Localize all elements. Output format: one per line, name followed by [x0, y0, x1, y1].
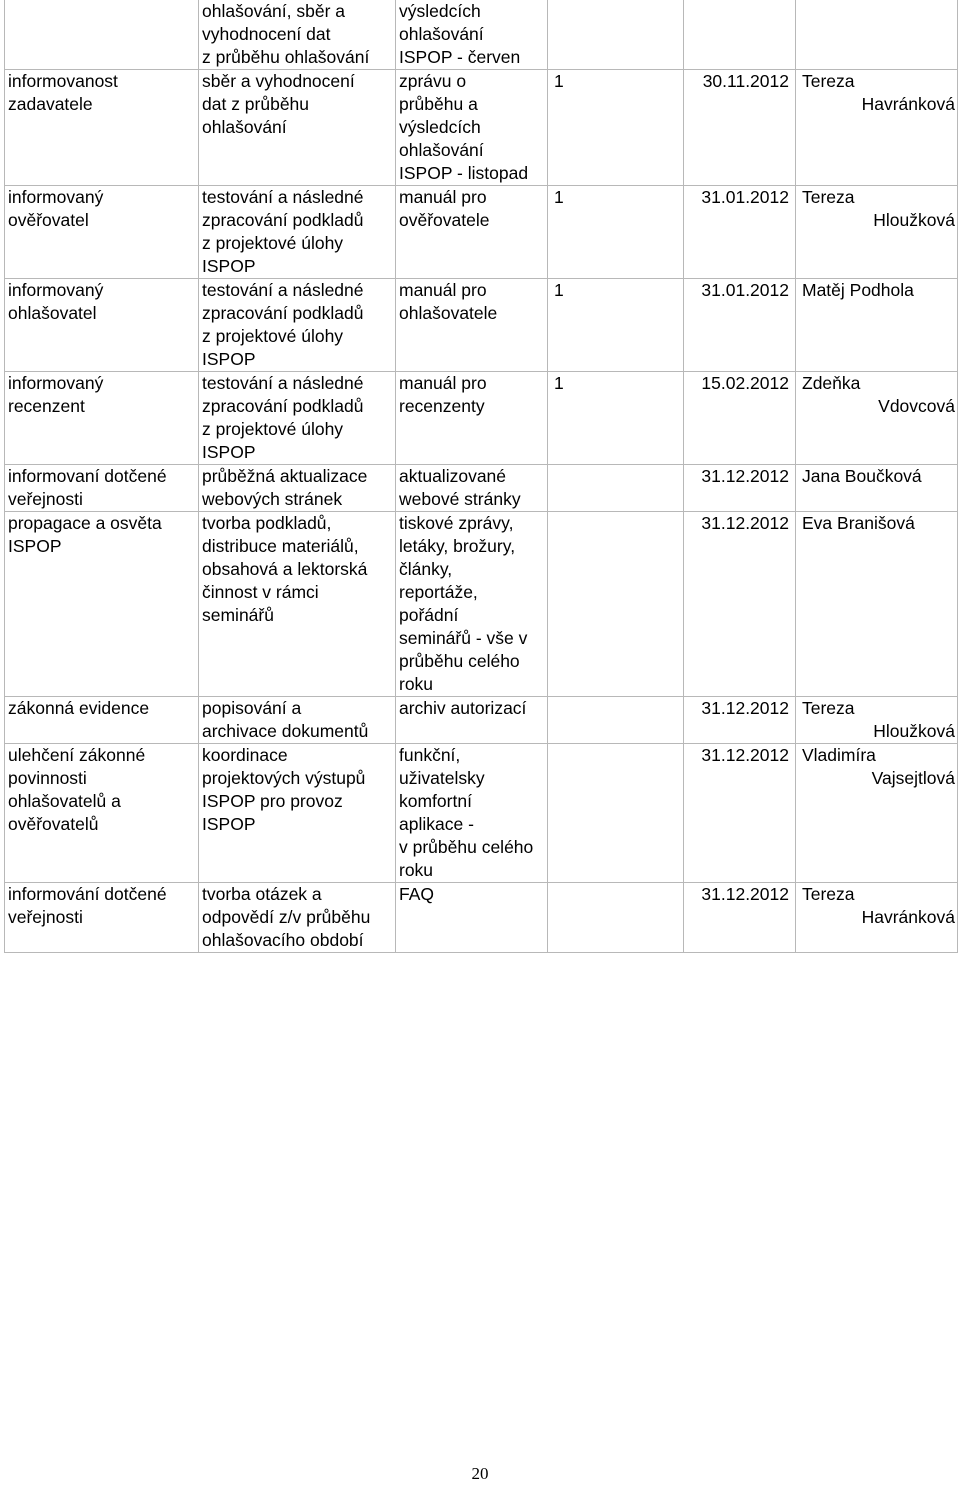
- activity-cell: sběr a vyhodnocení dat z průběhu ohlašování: [199, 70, 396, 186]
- activity-cell: testování a následné zpracování podkladů z projektové úlohy ISPOP: [199, 186, 396, 279]
- person-line: Tereza: [802, 884, 855, 904]
- goal-cell: informovaní dotčené veřejnosti: [5, 465, 199, 512]
- output-cell: zprávu o průběhu a výsledcích ohlašování ISPOP - listopad: [396, 70, 548, 186]
- count-cell: [548, 465, 684, 512]
- date-cell: 31.01.2012: [684, 279, 796, 372]
- date-cell: 31.12.2012: [684, 744, 796, 883]
- person-cell: [796, 883, 958, 953]
- person-line: Vladimíra: [802, 745, 876, 765]
- person-line: Havránková: [861, 94, 955, 114]
- person-line: Havránková: [861, 907, 955, 927]
- date-cell: 31.12.2012: [684, 465, 796, 512]
- goal-cell: informovaný ověřovatel: [5, 186, 199, 279]
- person-cell: [796, 0, 958, 70]
- count-cell: [548, 883, 684, 953]
- output-cell: FAQ: [396, 883, 548, 953]
- output-cell: manuál pro ověřovatele: [396, 186, 548, 279]
- table-row: [5, 697, 958, 744]
- table-row: [5, 883, 958, 953]
- goal-cell: informovaný ohlašovatel: [5, 279, 199, 372]
- count-cell: [548, 512, 684, 697]
- date-cell: 31.12.2012: [684, 883, 796, 953]
- table-row: [5, 70, 958, 186]
- count-cell: 1: [548, 279, 684, 372]
- activity-table: [4, 0, 958, 953]
- table-row: [5, 744, 958, 883]
- goal-cell: informovanost zadavatele: [5, 70, 199, 186]
- date-cell: 31.12.2012: [684, 697, 796, 744]
- goal-cell: informování dotčené veřejnosti: [5, 883, 199, 953]
- person-cell: Eva Branišová: [796, 512, 958, 697]
- goal-cell: informovaný recenzent: [5, 372, 199, 465]
- activity-cell: testování a následné zpracování podkladů z projektové úlohy ISPOP: [199, 372, 396, 465]
- activity-cell: koordinace projektových výstupů ISPOP pro provoz ISPOP: [199, 744, 396, 883]
- output-cell: manuál pro ohlašovatele: [396, 279, 548, 372]
- table-row: [5, 0, 958, 70]
- count-cell: [548, 744, 684, 883]
- person-line: Vajsejtlová: [871, 768, 955, 788]
- person-cell: [796, 372, 958, 465]
- count-cell: 1: [548, 186, 684, 279]
- person-cell: Matěj Podhola: [796, 279, 958, 372]
- date-cell: 31.01.2012: [684, 186, 796, 279]
- count-cell: [548, 697, 684, 744]
- table-row: [5, 372, 958, 465]
- goal-cell: zákonná evidence: [5, 697, 199, 744]
- date-cell: 30.11.2012: [684, 70, 796, 186]
- table-row: [5, 512, 958, 697]
- person-line: Tereza: [802, 187, 855, 207]
- output-cell: výsledcích ohlašování ISPOP - červen: [396, 0, 548, 70]
- table-row: [5, 279, 958, 372]
- person-cell: Jana Boučková: [796, 465, 958, 512]
- person-line: Tereza: [802, 71, 855, 91]
- table-row: [5, 186, 958, 279]
- activity-cell: tvorba otázek a odpovědí z/v průběhu ohlašovacího období: [199, 883, 396, 953]
- count-cell: 1: [548, 372, 684, 465]
- output-cell: tiskové zprávy, letáky, brožury, články, reportáže, pořádní seminářů - vše v průběhu celého roku: [396, 512, 548, 697]
- person-line: Tereza: [802, 698, 855, 718]
- person-line: Vdovcová: [878, 396, 955, 416]
- person-line: Hloužková: [873, 721, 955, 741]
- goal-cell: [5, 0, 199, 70]
- goal-cell: ulehčení zákonné povinnosti ohlašovatelů a ověřovatelů: [5, 744, 199, 883]
- output-cell: aktualizované webové stránky: [396, 465, 548, 512]
- goal-cell: propagace a osvěta ISPOP: [5, 512, 199, 697]
- output-cell: funkční, uživatelsky komfortní aplikace - v průběhu celého roku: [396, 744, 548, 883]
- person-line: Hloužková: [873, 210, 955, 230]
- output-cell: archiv autorizací: [396, 697, 548, 744]
- table-body: [5, 0, 958, 953]
- date-cell: 15.02.2012: [684, 372, 796, 465]
- activity-cell: ohlašování, sběr a vyhodnocení dat z průběhu ohlašování: [199, 0, 396, 70]
- person-line: Zdeňka: [802, 373, 861, 393]
- activity-cell: testování a následné zpracování podkladů z projektové úlohy ISPOP: [199, 279, 396, 372]
- table-row: [5, 465, 958, 512]
- date-cell: [684, 0, 796, 70]
- person-cell: [796, 744, 958, 883]
- activity-cell: popisování a archivace dokumentů: [199, 697, 396, 744]
- activity-cell: průběžná aktualizace webových stránek: [199, 465, 396, 512]
- person-cell: [796, 186, 958, 279]
- date-cell: 31.12.2012: [684, 512, 796, 697]
- person-cell: [796, 70, 958, 186]
- activity-cell: tvorba podkladů, distribuce materiálů, obsahová a lektorská činnost v rámci seminářů: [199, 512, 396, 697]
- person-cell: [796, 697, 958, 744]
- count-cell: [548, 0, 684, 70]
- count-cell: 1: [548, 70, 684, 186]
- page-number: 20: [471, 1464, 489, 1483]
- output-cell: manuál pro recenzenty: [396, 372, 548, 465]
